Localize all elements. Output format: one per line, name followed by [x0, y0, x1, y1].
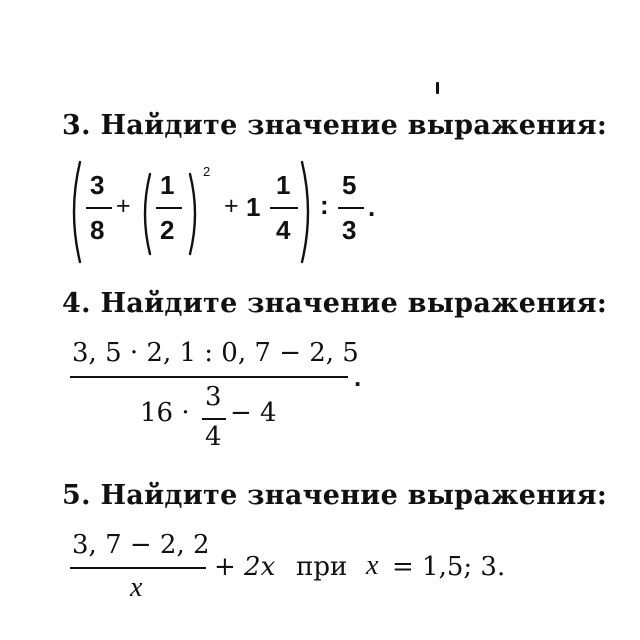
frac-3-8-denominator: 8 [90, 215, 105, 245]
end-period-3: . [368, 192, 376, 222]
frac-1-2-numerator: 1 [160, 170, 175, 200]
mixed-whole: 1 [246, 192, 261, 222]
p5-bar [70, 567, 206, 569]
frac-5-3-denominator: 3 [342, 215, 357, 245]
frac-1-4-numerator: 1 [276, 170, 291, 200]
p4-denominator-left: 16 · [140, 398, 190, 428]
p5-denominator: x [130, 572, 143, 603]
p5-condition-var: x [366, 550, 379, 581]
frac-1-2-denominator: 2 [160, 215, 175, 245]
p5-term: + 2x [214, 552, 276, 582]
end-period-4: . [354, 362, 362, 392]
frac-5-3-numerator: 5 [342, 170, 357, 200]
frac-3-8-numerator: 3 [90, 170, 105, 200]
p5-condition-values: = 1,5; 3. [392, 552, 506, 582]
p4-den-frac-denominator: 4 [205, 422, 222, 452]
plus-sign-1: + [116, 192, 131, 220]
problem-5-prompt: Найдите значение выражения: [100, 480, 608, 511]
p4-numerator: 3, 5 · 2, 1 : 0, 7 − 2, 5 [72, 338, 359, 368]
problem-3-number: 3. [62, 110, 91, 141]
p4-den-frac-numerator: 3 [205, 382, 222, 412]
problem-4-prompt: Найдите значение выражения: [100, 288, 608, 319]
problem-4-number: 4. [62, 288, 91, 319]
plus-sign-2: + [224, 192, 239, 220]
p5-numerator: 3, 7 − 2, 2 [72, 530, 210, 560]
problem-5-number: 5. [62, 480, 91, 511]
p5-condition-word: при [296, 552, 348, 582]
exponent: 2 [203, 164, 211, 179]
problem-3-prompt: Найдите значение выражения: [100, 110, 608, 141]
p4-denominator-right: − 4 [230, 398, 277, 428]
colon: : [320, 190, 329, 220]
frac-1-4-denominator: 4 [276, 215, 291, 245]
